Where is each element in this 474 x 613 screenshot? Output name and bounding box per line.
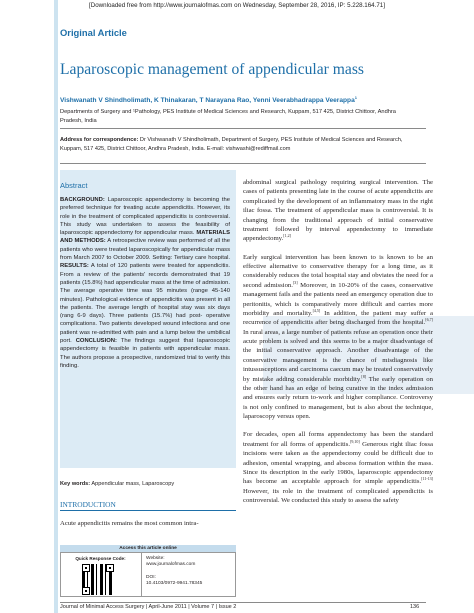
page-number: 136 xyxy=(410,604,420,610)
abstract-results: A total of 120 patients were treated for appendicitis. From a review of the patients' records demonstrated that 19 patients (15.8%) had appendicular mass at the time of admission. The average operative time was 95 minutes (range 45-140 minutes). Pathological evidence of appendicitis was present in all the patients. The average length of hospital stay was six days (rang 6-9 days). Three patients (15.7%) had post- operative complications. Two patients developed wound infections and one patient was re-admitted with pain and a lump below the umbilical port. xyxy=(60,263,230,345)
paragraph xyxy=(243,430,433,505)
citation[interactable]: [6,7] xyxy=(425,317,433,323)
citation[interactable]: [9,10] xyxy=(350,438,360,444)
keywords-label: Key words: xyxy=(60,481,91,487)
qr-eye xyxy=(82,564,90,572)
abstract-methods-label: MATERIALS AND METHODS: xyxy=(60,230,230,245)
author-names: Vishwanath V Shindholimath, K Thinakaran, T Narayana Rao, Yenni Veerabhadrappa Veerappa xyxy=(60,97,355,105)
correspondence-label: Address for correspondence: xyxy=(60,137,139,143)
abstract-heading: Abstract xyxy=(60,181,88,190)
citation[interactable]: [11-13] xyxy=(421,476,433,482)
abstract-background-label: BACKGROUND: xyxy=(60,197,105,203)
abstract-conclusion: The findings suggest that laparoscopic appendectomy is feasible in patients with appendicular mass. The authors propose a prospective, randomized trial to verify this finding. xyxy=(60,338,230,369)
paragraph-text: Early surgical intervention has been known to is known to be an effective alternative to conservative therapy for a long time, as it considerably reduces the total hospital stay and obviates the need for a second admission. xyxy=(243,253,433,289)
right-column xyxy=(243,178,433,514)
citation[interactable]: [4,5] xyxy=(312,307,321,313)
footer-rule xyxy=(60,602,426,603)
citation[interactable]: [1,2] xyxy=(283,233,291,239)
download-notice: [Downloaded free from http://www.journalofmas.com on Wednesday, September 28, 2016, IP: 5.228.164.71] xyxy=(89,2,385,9)
website-label: Website: xyxy=(146,556,165,561)
paragraph xyxy=(243,178,433,244)
paragraph-text: The early operation on the other hand has an edge of being curative in the index admission and ensures early return to-work and higher compliance. Controversy is not only confined to management, but is also about the technique, laparoscopy versus open. xyxy=(243,375,433,420)
doi-block xyxy=(146,575,234,587)
access-box-divider xyxy=(141,553,142,597)
correspondence-text: Dr Vishwanath V Shindholimath, Department of Surgery, PES Institute of Medical Sciences and Research, Kuppam, 517 425, District Chittoor, Andhra Pradesh, India. E-mail: vishwashi@rediffmail.com xyxy=(60,137,403,152)
paragraph-text: Moreover, in 10-20% of the cases, conservative management fails and the patients need an emergency operation due to peritonitis, which is comparatively more difficult and carries more morbidity and mortality. xyxy=(243,281,433,317)
doi-label: DOI: xyxy=(146,575,156,580)
citation[interactable]: [3] xyxy=(292,279,298,285)
qr-label: Quick Response Code: xyxy=(75,556,126,561)
section-label: Original Article xyxy=(60,27,127,38)
website-link[interactable]: www.journalofmas.com xyxy=(146,562,196,567)
qr-code-icon xyxy=(82,564,114,595)
keywords xyxy=(60,481,236,487)
paragraph-text: In rural areas, a large number of patients refuse an operation once their acute problem is solved and this seems to be a major disadvantage of the initial conservative approach. Another disadvantage of the conservative management is the chance of misdiagnosis like intussusceptions and carcinoma caecum may be treated conservatively by mistake adding considerable morbidity. xyxy=(243,328,433,383)
abstract-body xyxy=(60,196,230,370)
paragraph-text: abdominal surgical pathology requiring surgical intervention. The cases of patients presenting late in the course of acute appendicitis are complicated by the development of an inflammatory mass in the right iliac fossa. The treatment of appendicular mass is controversial. It is changing from the traditional approach of initial conservative treatment followed by interval appendectomy to immediate appendectomy. xyxy=(243,179,433,243)
abstract-results-label: RESULTS: xyxy=(60,263,89,270)
abstract-methods: A retrospective review was performed of all the patients who were treated laparoscopically for appendicular mass from March 2007 to October 2009. Setting: Tertiary care hospital. xyxy=(60,238,230,262)
divider xyxy=(60,128,426,129)
doi-value[interactable]: 10.4103/0972-9941.78345 xyxy=(146,581,203,586)
article-title: Laparoscopic management of appendicular mass xyxy=(60,61,364,78)
footer-journal: Journal of Minimal Access Surgery | April-June 2011 | Volume 7 | Issue 2 xyxy=(60,604,237,610)
divider xyxy=(60,163,426,164)
citation[interactable]: [8] xyxy=(361,373,367,379)
qr-eye xyxy=(82,587,90,595)
paragraph-text: However, its role in the treatment of complicated appendicitis is controversial. We conducted this study to assess the safety xyxy=(243,487,433,504)
paragraph xyxy=(243,253,433,422)
author-list xyxy=(60,95,357,104)
keywords-text: Appendicular mass, Laparoscopy xyxy=(90,481,175,487)
author-sup: 1 xyxy=(354,95,357,100)
introduction-text: Acute appendicitis remains the most common intra- xyxy=(60,520,199,527)
affiliation: Departments of Surgery and ¹Pathology, PES Institute of Medical Sciences and Research, Kuppam, 517 425, District Chittoor, Andhra Pradesh, India xyxy=(60,109,396,124)
paragraph-text: Generous right iliac fossa incisions were taken as the appendectomy could be difficult due to adhesion, omental wrapping, and abscess formation within the mass. Since its description in the early 1980s, laparoscopic appendectomy has become an acceptable approach for simple appendicitis. xyxy=(243,440,433,486)
paragraph-text: For decades, open all forms appendectomy has been the standard treatment for all forms of appendicitis. xyxy=(243,431,433,448)
introduction-rule xyxy=(60,510,236,511)
introduction-heading: INTRODUCTION xyxy=(60,500,116,509)
access-box-heading: Access this article online xyxy=(60,545,236,553)
paragraph-text: In addition, the patient may suffer a recurrence of appendicitis after being discharged from the hospital. xyxy=(243,309,433,327)
abstract-conclusion-label: CONCLUSION: xyxy=(75,338,117,345)
correspondence xyxy=(60,136,424,154)
abstract-background: Laparoscopic appendectomy is becoming the preferred technique for treating acute appendicitis. However, its role in the treatment of complicated appendicitis is controversial. This study was undertaken to assess the feasibility of laparoscopic appendectomy for appendicular mass. xyxy=(60,197,230,237)
website-block xyxy=(146,556,234,568)
qr-eye xyxy=(106,564,114,572)
margin-stripe xyxy=(54,0,58,613)
